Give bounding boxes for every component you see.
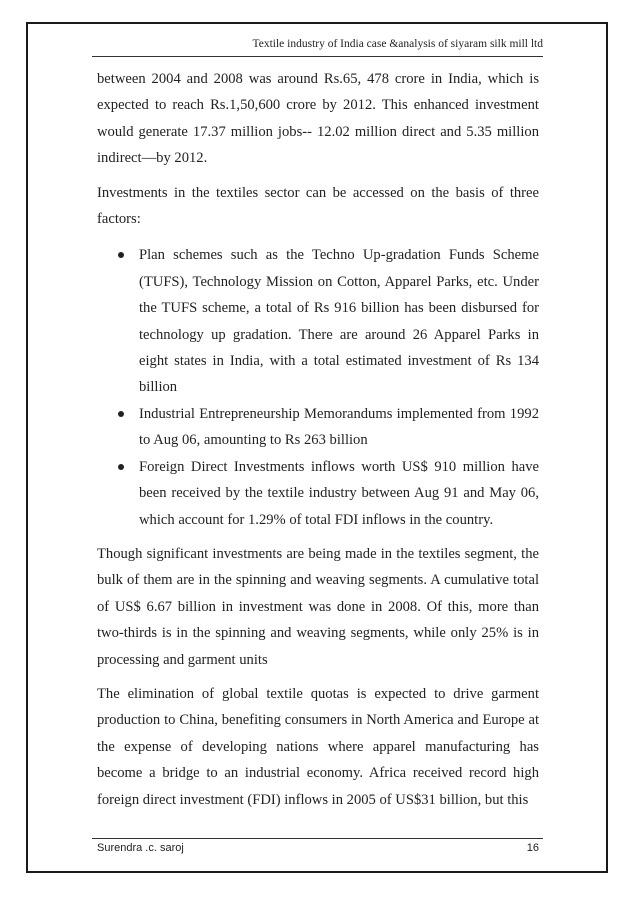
page-body: [97, 66, 539, 813]
list-item-text: Industrial Entrepreneurship Memorandums implemented from 1992 to Aug 06, amounting to Rs 263 billion: [139, 405, 539, 449]
footer-author: Surendra .c. saroj: [97, 842, 184, 854]
paragraph-spinning-weaving: Though significant investments are being made in the textiles segment, the bulk of them are in the spinning and weaving segments. A cumulative total of US$ 6.67 billion in investment was done in 2008. Of this, more than two-thirds is in the spinning and weaving segments, while only 25% is in processing and garment units: [97, 545, 539, 668]
bullet-icon: [118, 252, 124, 258]
factor-list: [97, 242, 539, 532]
list-item: [97, 401, 539, 454]
list-item-text: Foreign Direct Investments inflows worth US$ 910 million have been received by the textile industry between Aug 91 and May 06, which account for 1.29% of total FDI inflows in the country.: [139, 458, 539, 528]
list-item-text: Plan schemes such as the Techno Up-gradation Funds Scheme (TUFS), Technology Mission on Cotton, Apparel Parks, etc. Under the TUFS scheme, a total of Rs 916 billion has been disbursed for technology up gradation. There are around 26 Apparel Parks in eight states in India, with a total estimated investment of Rs 134 billion: [139, 247, 539, 396]
footer-rule: [92, 838, 543, 839]
page-number: 16: [526, 842, 539, 854]
paragraph-three-factors: Investments in the textiles sector can be accessed on the basis of three factors:: [97, 184, 539, 228]
paragraph-textile-quotas: The elimination of global textile quotas is expected to drive garment production to China, benefiting consumers in North America and Europe at the expense of developing nations where apparel manufacturing has become a bridge to an industrial economy. Africa received record high foreign direct investment (FDI) inflows in 2005 of US$31 billion, but this: [97, 685, 539, 808]
header-rule: [92, 56, 543, 57]
bullet-icon: [118, 411, 124, 417]
list-item: [97, 454, 539, 533]
running-header: Textile industry of India case &analysis of siyaram silk mill ltd: [252, 38, 543, 50]
bullet-icon: [118, 464, 124, 470]
list-item: [97, 242, 539, 400]
paragraph-investment-jobs: between 2004 and 2008 was around Rs.65, 478 crore in India, which is expected to reach Rs.1,50,600 crore by 2012. This enhanced investment would generate 17.37 million jobs-- 12.02 million direct and 5.35 million indirect—by 2012.: [97, 71, 539, 167]
